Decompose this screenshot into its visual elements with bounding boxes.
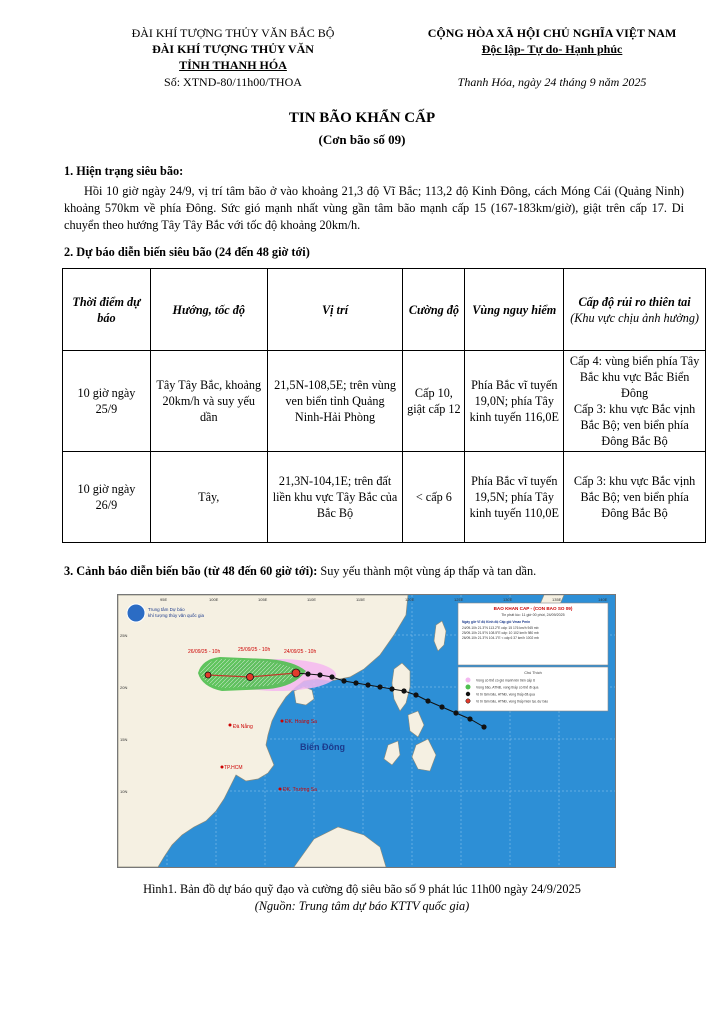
col-danger: Vùng nguy hiểm: [465, 269, 564, 351]
nation-header: [420, 25, 684, 90]
svg-text:125E: 125E: [454, 597, 464, 602]
section3: [64, 563, 684, 580]
cell-direction: Tây Tây Bắc, khoảng 20km/h và suy yếu dần: [150, 351, 267, 452]
cell-time: 10 giờ ngày 25/9: [63, 351, 151, 452]
storm-track-map: [117, 594, 616, 868]
nation-name: CỘNG HÒA XÃ HỘI CHỦ NGHĨA VIỆT NAM: [427, 26, 677, 40]
info-col-header: Ngày giờ Vĩ độ Kinh độ Cấp gió Vmax Pmin: [462, 620, 531, 624]
figure-source: (Nguồn: Trung tâm dự báo KTTV quốc gia): [254, 899, 470, 913]
table-row: [63, 452, 706, 543]
svg-text:15N: 15N: [120, 737, 128, 742]
cell-position: 21,5N-108,5E; trên vùng ven biển tỉnh Quảng Ninh-Hải Phòng: [267, 351, 403, 452]
cell-danger: Phía Bắc vĩ tuyến 19,0N; phía Tây kinh tuyến 116,0E: [465, 351, 564, 452]
legend-swatch-cone: [466, 685, 471, 690]
agency-logo: [127, 604, 145, 622]
section3-text: Suy yếu thành một vùng áp thấp và tan dần.: [317, 564, 537, 578]
svg-text:120E: 120E: [405, 597, 415, 602]
risk-line: Cấp 3: khu vực Bắc vịnh Bắc Bộ; ven biển phía Đông Bắc Bộ: [573, 474, 696, 520]
legend-swatch-past: [466, 692, 470, 696]
info-row: 24/09-10h 21.3°N 113.2°E cấp: 15 176 km/h 945 mb: [462, 626, 539, 630]
section1-heading: 1. Hiện trạng siêu bão:: [64, 164, 184, 178]
label-sea: Biển Đông: [300, 742, 345, 752]
table-header-row: [63, 269, 706, 351]
label-truongsa: ĐK. Trường Sa: [283, 787, 317, 793]
col-risk-sub: (Khu vực chịu ảnh hưởng): [570, 310, 699, 325]
agency-header: [108, 25, 358, 90]
cell-intensity: Cấp 10, giật cấp 12: [403, 351, 465, 452]
cell-time: 10 giờ ngày 26/9: [63, 452, 151, 543]
label-hcm: TP.HCM: [224, 765, 243, 771]
agency-line-1: ĐÀI KHÍ TƯỢNG THỦY VĂN BẮC BỘ: [131, 26, 335, 40]
col-direction: Hướng, tốc độ: [150, 269, 267, 351]
place-date: Thanh Hóa, ngày 24 tháng 9 năm 2025: [457, 75, 647, 89]
col-risk: [564, 269, 706, 351]
legend-item: Vùng bão, ATNĐ, vùng thấp có thể đi qua: [476, 685, 539, 690]
svg-text:140E: 140E: [598, 597, 608, 602]
info-issued: Tin phát lúc: 11 giờ 00 phút, 24/09/2025: [501, 613, 565, 617]
agency-line-2: ĐÀI KHÍ TƯỢNG THỦY VĂN: [152, 42, 314, 56]
svg-text:10N: 10N: [120, 789, 128, 794]
svg-text:100E: 100E: [209, 597, 219, 602]
agency-line-3: TỈNH THANH HÓA: [179, 58, 287, 72]
label-danang: Đà Nẵng: [233, 724, 253, 730]
cell-risk: [564, 351, 706, 452]
svg-text:105E: 105E: [258, 597, 268, 602]
cell-position: 21,3N-104,1E; trên đất liền khu vực Tây Bắc của Bắc Bộ: [267, 452, 403, 543]
svg-text:115E: 115E: [356, 597, 366, 602]
figure-caption: Hình1. Bản đồ dự báo quỹ đạo và cường độ siêu bão số 9 phát lúc 11h00 ngày 24/9/2025: [143, 882, 581, 896]
section2-heading: 2. Dự báo diễn biến siêu bão (24 đến 48 giờ tới): [64, 245, 310, 259]
document-subtitle: (Cơn bão số 09): [318, 132, 406, 147]
map-svg: [118, 595, 615, 867]
svg-text:25N: 25N: [120, 633, 128, 638]
risk-line: Cấp 3: khu vực Bắc vịnh Bắc Bộ; ven biển phía Đông Bắc Bộ: [573, 402, 696, 448]
info-row: 25/09-10h 21.5°N 108.5°E cấp: 10 102 km/h 980 mb: [462, 631, 539, 635]
document-title: TIN BÃO KHẨN CẤP: [288, 110, 436, 126]
nation-motto: Độc lập- Tự do- Hạnh phúc: [481, 42, 623, 56]
current-position: [292, 669, 300, 677]
svg-text:130E: 130E: [503, 597, 513, 602]
label-t2: 25/09/25 - 10h: [238, 647, 271, 653]
svg-text:135E: 135E: [552, 597, 562, 602]
svg-text:95E: 95E: [160, 597, 168, 602]
danang-marker: [229, 724, 232, 727]
legend-item: Vùng có thể có gió mạnh lên trên cấp 6: [476, 678, 535, 683]
label-t3: 26/09/25 - 10h: [188, 649, 221, 655]
cell-danger: Phía Bắc vĩ tuyến 19,5N; phía Tây kinh tuyến 110,0E: [465, 452, 564, 543]
forecast-table: [62, 268, 706, 543]
info-title: BAO KHAN CAP - (CON BAO SO 09): [493, 606, 573, 611]
risk-line: Cấp 4: vùng biển phía Tây Bắc khu vực Bắc Biển Đông: [569, 354, 700, 400]
section1-text: Hồi 10 giờ ngày 24/9, vị trí tâm bão ở vào khoảng 21,3 độ Vĩ Bắc; 113,2 độ Kinh Đông, cách Móng Cái (Quảng Ninh) khoảng 570km về phía Đông. Sức gió mạnh nhất vùng gần tâm bão mạnh cấp 15 (167-183km/giờ), giật trên cấp 17. Di chuyển theo hướng Tây Tây Bắc với tốc độ khoảng 20km/h.: [64, 184, 684, 232]
label-hoangsa: ĐK. Hoàng Sa: [285, 719, 317, 725]
legend-swatch-forecast: [466, 699, 470, 703]
forecast-position-26: [205, 672, 211, 678]
forecast-position-25: [247, 674, 254, 681]
col-time: Thời điểm dự báo: [63, 269, 151, 351]
legend-title: Chú Thích: [524, 671, 542, 675]
svg-text:110E: 110E: [307, 597, 317, 602]
col-risk-title: Cấp độ rủi ro thiên tai: [578, 294, 691, 309]
hoangsa-marker: [281, 720, 284, 723]
cell-risk: [564, 452, 706, 543]
label-t1: 24/09/25 - 10h: [284, 649, 317, 655]
info-panel: [458, 603, 608, 711]
col-position: Vị trí: [267, 269, 403, 351]
document-number: Số: XTND-80/11h00/THOA: [164, 75, 302, 89]
svg-text:20N: 20N: [120, 685, 128, 690]
cell-direction: Tây,: [150, 452, 267, 543]
logo-line-1: Trung tâm Dự báo: [148, 607, 185, 612]
table-row: [63, 351, 706, 452]
info-row: 26/09-10h 21.3°N 104.1°E < cấp 6 37 km/h 1002 mb: [462, 636, 539, 640]
legend-swatch-wind: [466, 678, 471, 683]
truongsa-marker: [279, 788, 282, 791]
section3-heading: 3. Cảnh báo diễn biến bão (từ 48 đến 60 giờ tới):: [64, 564, 318, 578]
legend-item: Vị trí tâm bão, ATNĐ, vùng thấp đã qua: [476, 692, 535, 697]
cell-intensity: < cấp 6: [403, 452, 465, 543]
logo-line-2: khí tượng thủy văn quốc gia: [148, 613, 204, 618]
col-intensity: Cường độ: [403, 269, 465, 351]
legend-item: Vị trí tâm bão, ATNĐ, vùng thấp hiện tại, dự báo: [476, 699, 549, 704]
